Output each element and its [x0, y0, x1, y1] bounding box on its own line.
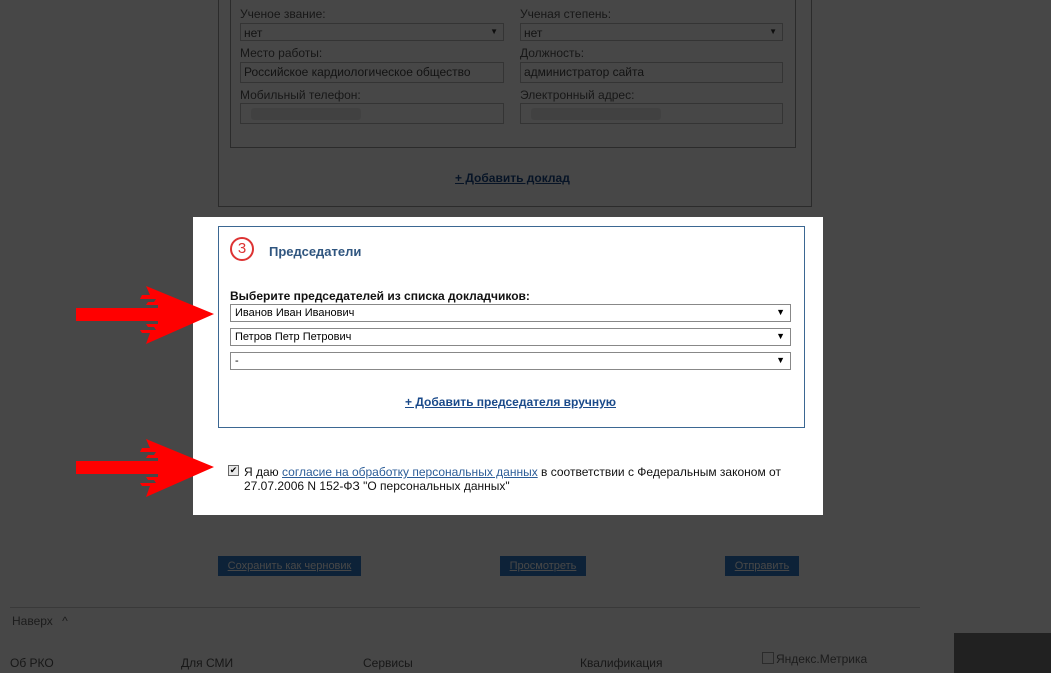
chairs-select-label: Выберите председателей из списка докладчиков: — [230, 289, 530, 303]
dropdown-arrow-icon: ▼ — [776, 331, 785, 341]
red-arrow-annotation — [76, 284, 216, 346]
chair-select-value: Иванов Иван Иванович — [235, 307, 355, 319]
section-title: Председатели — [269, 244, 362, 259]
chair-select-value: - — [235, 355, 239, 367]
consent-checkbox[interactable] — [228, 465, 239, 476]
dropdown-arrow-icon: ▼ — [776, 307, 785, 317]
chair-select-3[interactable] — [230, 352, 791, 370]
consent-prefix: Я даю — [244, 465, 283, 479]
step-number-badge: 3 — [230, 237, 254, 261]
chair-select-2[interactable] — [230, 328, 791, 346]
arrow-shape — [76, 286, 214, 344]
dropdown-arrow-icon: ▼ — [776, 355, 785, 365]
checkmark-icon: ✔ — [229, 465, 238, 475]
arrow-shape — [76, 439, 214, 497]
consent-block — [228, 465, 798, 493]
chair-select-1[interactable] — [230, 304, 791, 322]
red-arrow-annotation — [76, 437, 216, 499]
chairs-panel — [193, 217, 823, 515]
chairs-section — [218, 226, 805, 428]
consent-link[interactable]: согласие на обработку персональных данных — [282, 465, 538, 479]
consent-suffix: в соответствии с Федеральным законом от 27.07.2006 N 152-ФЗ "О персональных данных" — [244, 465, 781, 493]
chair-select-value: Петров Петр Петрович — [235, 331, 352, 343]
add-chair-manually-link[interactable]: + Добавить председателя вручную — [405, 395, 617, 409]
consent-text — [228, 465, 798, 493]
